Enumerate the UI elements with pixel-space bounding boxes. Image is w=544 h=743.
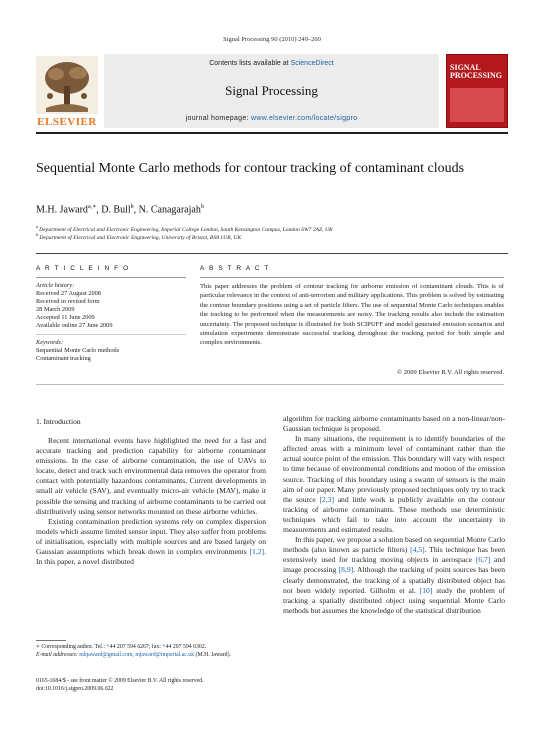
- affiliation-mark: a: [36, 224, 38, 229]
- cover-graphic: [450, 88, 504, 122]
- article-info-rule: [36, 277, 186, 278]
- author-list: M.H. Jaward$^{a,∗}$, D. Bull$^b$, N. Canagarajah$^b$: [36, 204, 204, 216]
- footnote-rule: [36, 640, 66, 641]
- history-item: Received in revised form: [36, 298, 100, 305]
- author-name: M.H. Jaward: [36, 204, 88, 216]
- author-name: N. Canagarajah: [138, 204, 201, 216]
- issn-line: 0165-1684/$ - see front matter © 2009 Elsevier B.V. All rights reserved.: [36, 678, 204, 684]
- citation-link[interactable]: [6,7]: [475, 555, 491, 565]
- abstract-heading: A B S T R A C T: [200, 265, 270, 272]
- contents-prefix: Contents lists available at: [209, 60, 291, 67]
- elsevier-wordmark: ELSEVIER: [37, 116, 97, 128]
- author-name: D. Bull: [101, 204, 131, 216]
- affiliation: [36, 232, 508, 241]
- running-header: Signal Processing 90 (2010) 249–260: [223, 36, 321, 43]
- affiliation-mark: b: [36, 232, 39, 237]
- sciencedirect-link[interactable]: ScienceDirect: [290, 60, 334, 67]
- doi-link[interactable]: doi:10.1016/j.sigpro.2009.06.022: [36, 686, 114, 692]
- abstract-copyright: © 2009 Elsevier B.V. All rights reserved.: [397, 369, 504, 376]
- author-email-links[interactable]: mhjaward@gmail.com, mjaward@imperial.ac.uk: [79, 652, 195, 658]
- body-column-right: [283, 414, 505, 616]
- email-note: [36, 651, 266, 659]
- citation-link[interactable]: [4,5]: [410, 545, 425, 555]
- citation-link[interactable]: [10]: [419, 585, 433, 595]
- article-info-heading: A R T I C L E I N F O: [36, 265, 130, 272]
- citation-link[interactable]: [1,2]: [249, 547, 265, 557]
- keyword: Contaminant tracking: [36, 355, 91, 362]
- homepage-line: [104, 115, 439, 122]
- masthead-rule: [36, 132, 508, 134]
- title-block-rule: [36, 253, 508, 254]
- article-title: Sequential Monte Carlo methods for contour tracking of contaminant clouds: [36, 161, 465, 176]
- body-paragraph: Existing contamination prediction systems rely on complex dispersion models which assume limited sensor input. They also suffer from problems of initialisation, especially with multiple sources and are based largely on Gaussian assumptions which break down in complex environments [1,2]. In this paper, a novel distributed: [36, 516, 266, 567]
- journal-title: Signal Processing: [225, 83, 318, 98]
- author-affil-mark: a,∗: [87, 204, 97, 210]
- email-suffix: (M.H. Jaward).: [195, 652, 231, 658]
- body-column-left: [36, 436, 266, 567]
- journal-homepage-link[interactable]: www.elsevier.com/locate/sigpro: [251, 115, 358, 122]
- body-paragraph: Recent international events have highlighted the need for a fast and accurate tracking and prediction capability for airborne contaminant emissions. In the case of airborne contamination, the use of UAVs to locate, detect and track such environmental data removes the operator from contact with potentially hazardous contaminants. Current developments in small air vehicle (SAV), and eventually micro-air vehicle (MAV), make it possible the sensing and tracking of airborne contaminants to be carried out distributively using sensor networks mounted on these airborne vehicles.: [36, 436, 266, 516]
- cover-title: SIGNAL PROCESSING: [450, 63, 503, 80]
- homepage-prefix: journal homepage:: [185, 115, 252, 122]
- email-label: E-mail addresses:: [36, 652, 78, 658]
- affiliation-text: Department of Electrical and Electronic Engineering, University of Bristol, BS8 1UB, UK: [39, 234, 242, 241]
- contents-line: [104, 60, 439, 67]
- section-heading-introduction: 1. Introduction: [36, 417, 81, 426]
- keywords-label: Keywords:: [36, 339, 64, 346]
- citation-link[interactable]: [8,9]: [338, 565, 354, 575]
- history-item: Accepted 11 June 2009: [36, 314, 95, 321]
- body-paragraph: In many situations, the requirement is to identify boundaries of the affected areas with a minimum level of contaminant rather than the actual source point of the emission. This boundary will vary with respect to time because of environmental conditions and motion of the emission source. Tracking of this boundary using a swarm of sensors is the main aim of our paper. Many previously proposed techniques only try to track the source [2,3] and little work is publicly available on the contour tracking of airborne contaminants. These methods use deterministic techniques which fail to take into account the uncertainty in measurements and estimated results.: [283, 434, 505, 535]
- citation-link[interactable]: [2,3]: [319, 494, 335, 504]
- affiliation-text: Department of Electrical and Electronic Engineering, Imperial College London, South Kensington Campus, London SW7 2AZ, UK: [39, 226, 333, 233]
- author-affil-mark: b: [130, 204, 134, 210]
- abstract-bottom-rule: [36, 384, 504, 385]
- keyword: Sequential Monte Carlo methods: [36, 347, 120, 354]
- abstract-text: This paper addresses the problem of contour tracking for airborne emission of contaminant clouds. This is of particular relevance in the context of anti-terrorism and military applications. This problem is solved by estimating the contour boundary positions using a set of particle filters. The use of sequential Monte Carlo techniques enables the tracking to be performed when the measurements are noisy. The tracking results also include the estimation uncertainty. The proposed technique is illustrated for both SCIPUFF and model generated emission scenarios and simulation experiments demonstrate successful tracking throughout the tracking period for both simple and complex environments.: [200, 283, 504, 347]
- history-item: Received 27 August 2008: [36, 290, 101, 297]
- keywords-rule: [36, 334, 186, 335]
- author-affil-mark: b: [200, 204, 204, 210]
- body-paragraph: algorithm for tracking airborne contaminants based on a non-linear/non-Gaussian technique is proposed.: [283, 414, 505, 434]
- history-item: 28 March 2009: [36, 306, 75, 313]
- body-paragraph: In this paper, we propose a solution based on sequential Monte Carlo methods (also known as particle filters) [4,5]. This technique has been extensively used for tracking moving objects in aerospace [6,7] and image processing [8,9]. Although the tracking of point sources has been clearly demonstrated, the tracking of a spatially distributed object has not been widely reported. Gilholm et al. [10] study the problem of tracking a spatially distributed object using sequential Monte Carlo methods but assumes the knowledge of the statistical distribution: [283, 535, 505, 615]
- abstract-rule: [200, 277, 504, 278]
- corresponding-author-note: ∗ Corresponding author. Tel.: +44 207 594 6267; fax: +44 207 594 6302.: [36, 644, 207, 650]
- history-label: Article history:: [36, 282, 75, 289]
- history-item: Available online 27 June 2009: [36, 322, 113, 329]
